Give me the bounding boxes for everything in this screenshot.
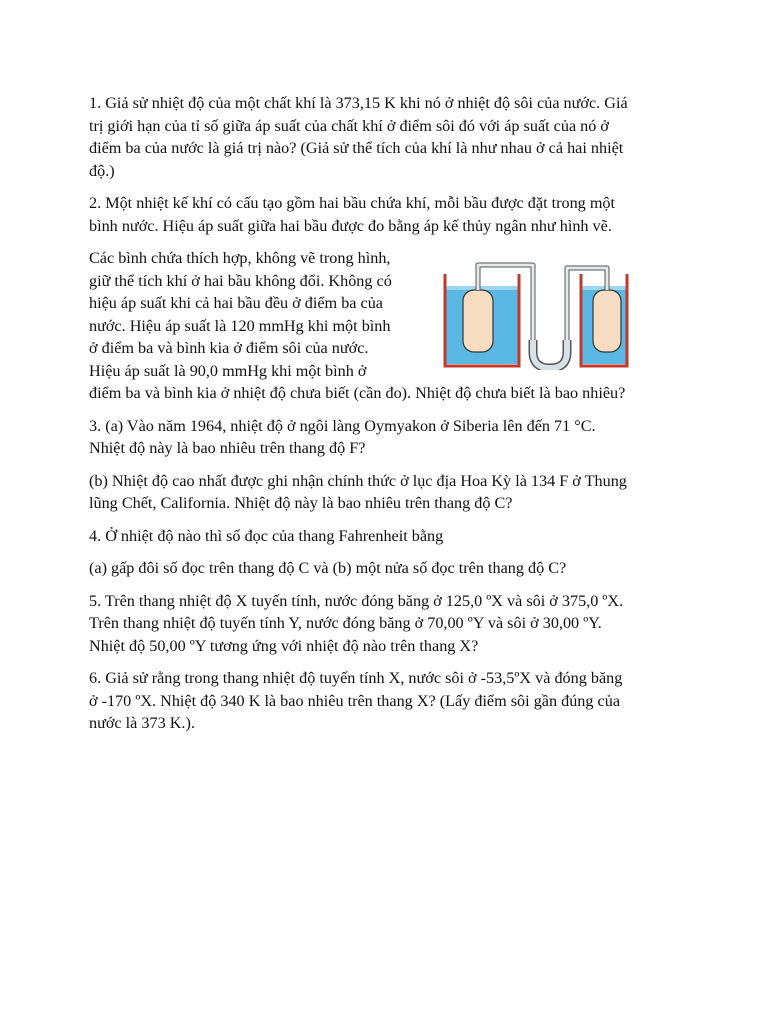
problem-5 — [89, 590, 689, 658]
problem-1 — [89, 92, 689, 182]
text-line: ở điểm ba và bình kia ở điểm sôi của nước. — [89, 339, 369, 357]
right-water-surface — [581, 286, 627, 290]
text-line: lũng Chết, California. Nhiệt độ này là bao nhiêu trên thang độ C? — [89, 494, 513, 512]
problem-3a — [89, 415, 689, 460]
right-bulb — [593, 290, 621, 352]
text-line: trị giới hạn của tỉ số giữa áp suất của chất khí ở điểm sôi đó với áp suất của nó ở — [89, 116, 609, 135]
left-water-surface — [445, 286, 519, 290]
problem-4 — [89, 525, 689, 548]
text-line: nước là 373 K.). — [89, 714, 195, 732]
text-line: Trên thang nhiệt độ tuyến tính Y, nước đóng băng ở 70,00 ºY và sôi ở 30,00 ºY. — [89, 614, 602, 632]
problem-2 — [89, 192, 689, 237]
problem-6 — [89, 667, 689, 735]
text-line: độ.) — [89, 161, 115, 180]
text-line: Các bình chứa thích hợp, không vẽ trong hình, — [89, 249, 391, 267]
text-line: hiệu áp suất khi cả hai bầu đều ở điểm ba của — [89, 294, 383, 312]
text-line: ở -170 ºX. Nhiệt độ 340 K là bao nhiêu trên thang X? (Lấy điểm sôi gần đúng của — [89, 691, 621, 710]
text-line: 2. Một nhiệt kế khí có cấu tạo gồm hai bầu chứa khí, mỗi bầu được đặt trong một — [89, 194, 616, 212]
text-line: nước. Hiệu áp suất là 120 mmHg khi một bình — [89, 316, 391, 335]
text-line: 3. (a) Vào năm 1964, nhiệt độ ở ngôi làng Oymyakon ở Siberia lên đến 71 °C. — [89, 416, 596, 435]
text-line: Nhiệt độ này là bao nhiêu trên thang độ F? — [89, 439, 366, 457]
problem-4-parts — [89, 557, 689, 580]
text-line: Hiệu áp suất là 90,0 mmHg khi một bình ở — [89, 361, 367, 380]
text-line: điểm ba và bình kia ở nhiệt độ chưa biết (cần đo). Nhiệt độ chưa biết là bao nhiêu? — [89, 384, 626, 402]
problem-3b — [89, 470, 689, 515]
text-line: bình nước. Hiệu áp suất giữa hai bầu được đo bằng áp kế thủy ngân như hình vẽ. — [89, 216, 612, 235]
text-line: điểm ba của nước là giá trị nào? (Giả sử thể tích của khí là như nhau ở cả hai nhiệt — [89, 139, 624, 157]
left-bulb — [463, 290, 493, 352]
text-line: 4. Ở nhiệt độ nào thì số đọc của thang Fahrenheit bằng — [89, 526, 444, 545]
gas-thermometer-diagram — [441, 260, 631, 370]
text-line: 6. Giả sử rằng trong thang nhiệt độ tuyến tính X, nước sôi ở -53,5ºX và đóng băng — [89, 669, 623, 687]
document-page — [89, 92, 689, 745]
text-line: 5. Trên thang nhiệt độ X tuyến tính, nước đóng băng ở 125,0 ºX và sôi ở 375,0 ºX. — [89, 591, 624, 610]
text-line: (b) Nhiệt độ cao nhất được ghi nhận chính thức ở lục địa Hoa Kỳ là 134 F ở Thung — [89, 471, 627, 490]
text-line: giữ thể tích khí ở hai bầu không đổi. Không có — [89, 271, 392, 290]
text-line: (a) gấp đôi số đọc trên thang độ C và (b) một nửa số đọc trên thang độ C? — [89, 559, 567, 577]
text-line: Nhiệt độ 50,00 ºY tương ứng với nhiệt độ nào trên thang X? — [89, 636, 479, 655]
text-line: 1. Giả sử nhiệt độ của một chất khí là 373,15 K khi nó ở nhiệt độ sôi của nước. Giá — [89, 94, 628, 112]
